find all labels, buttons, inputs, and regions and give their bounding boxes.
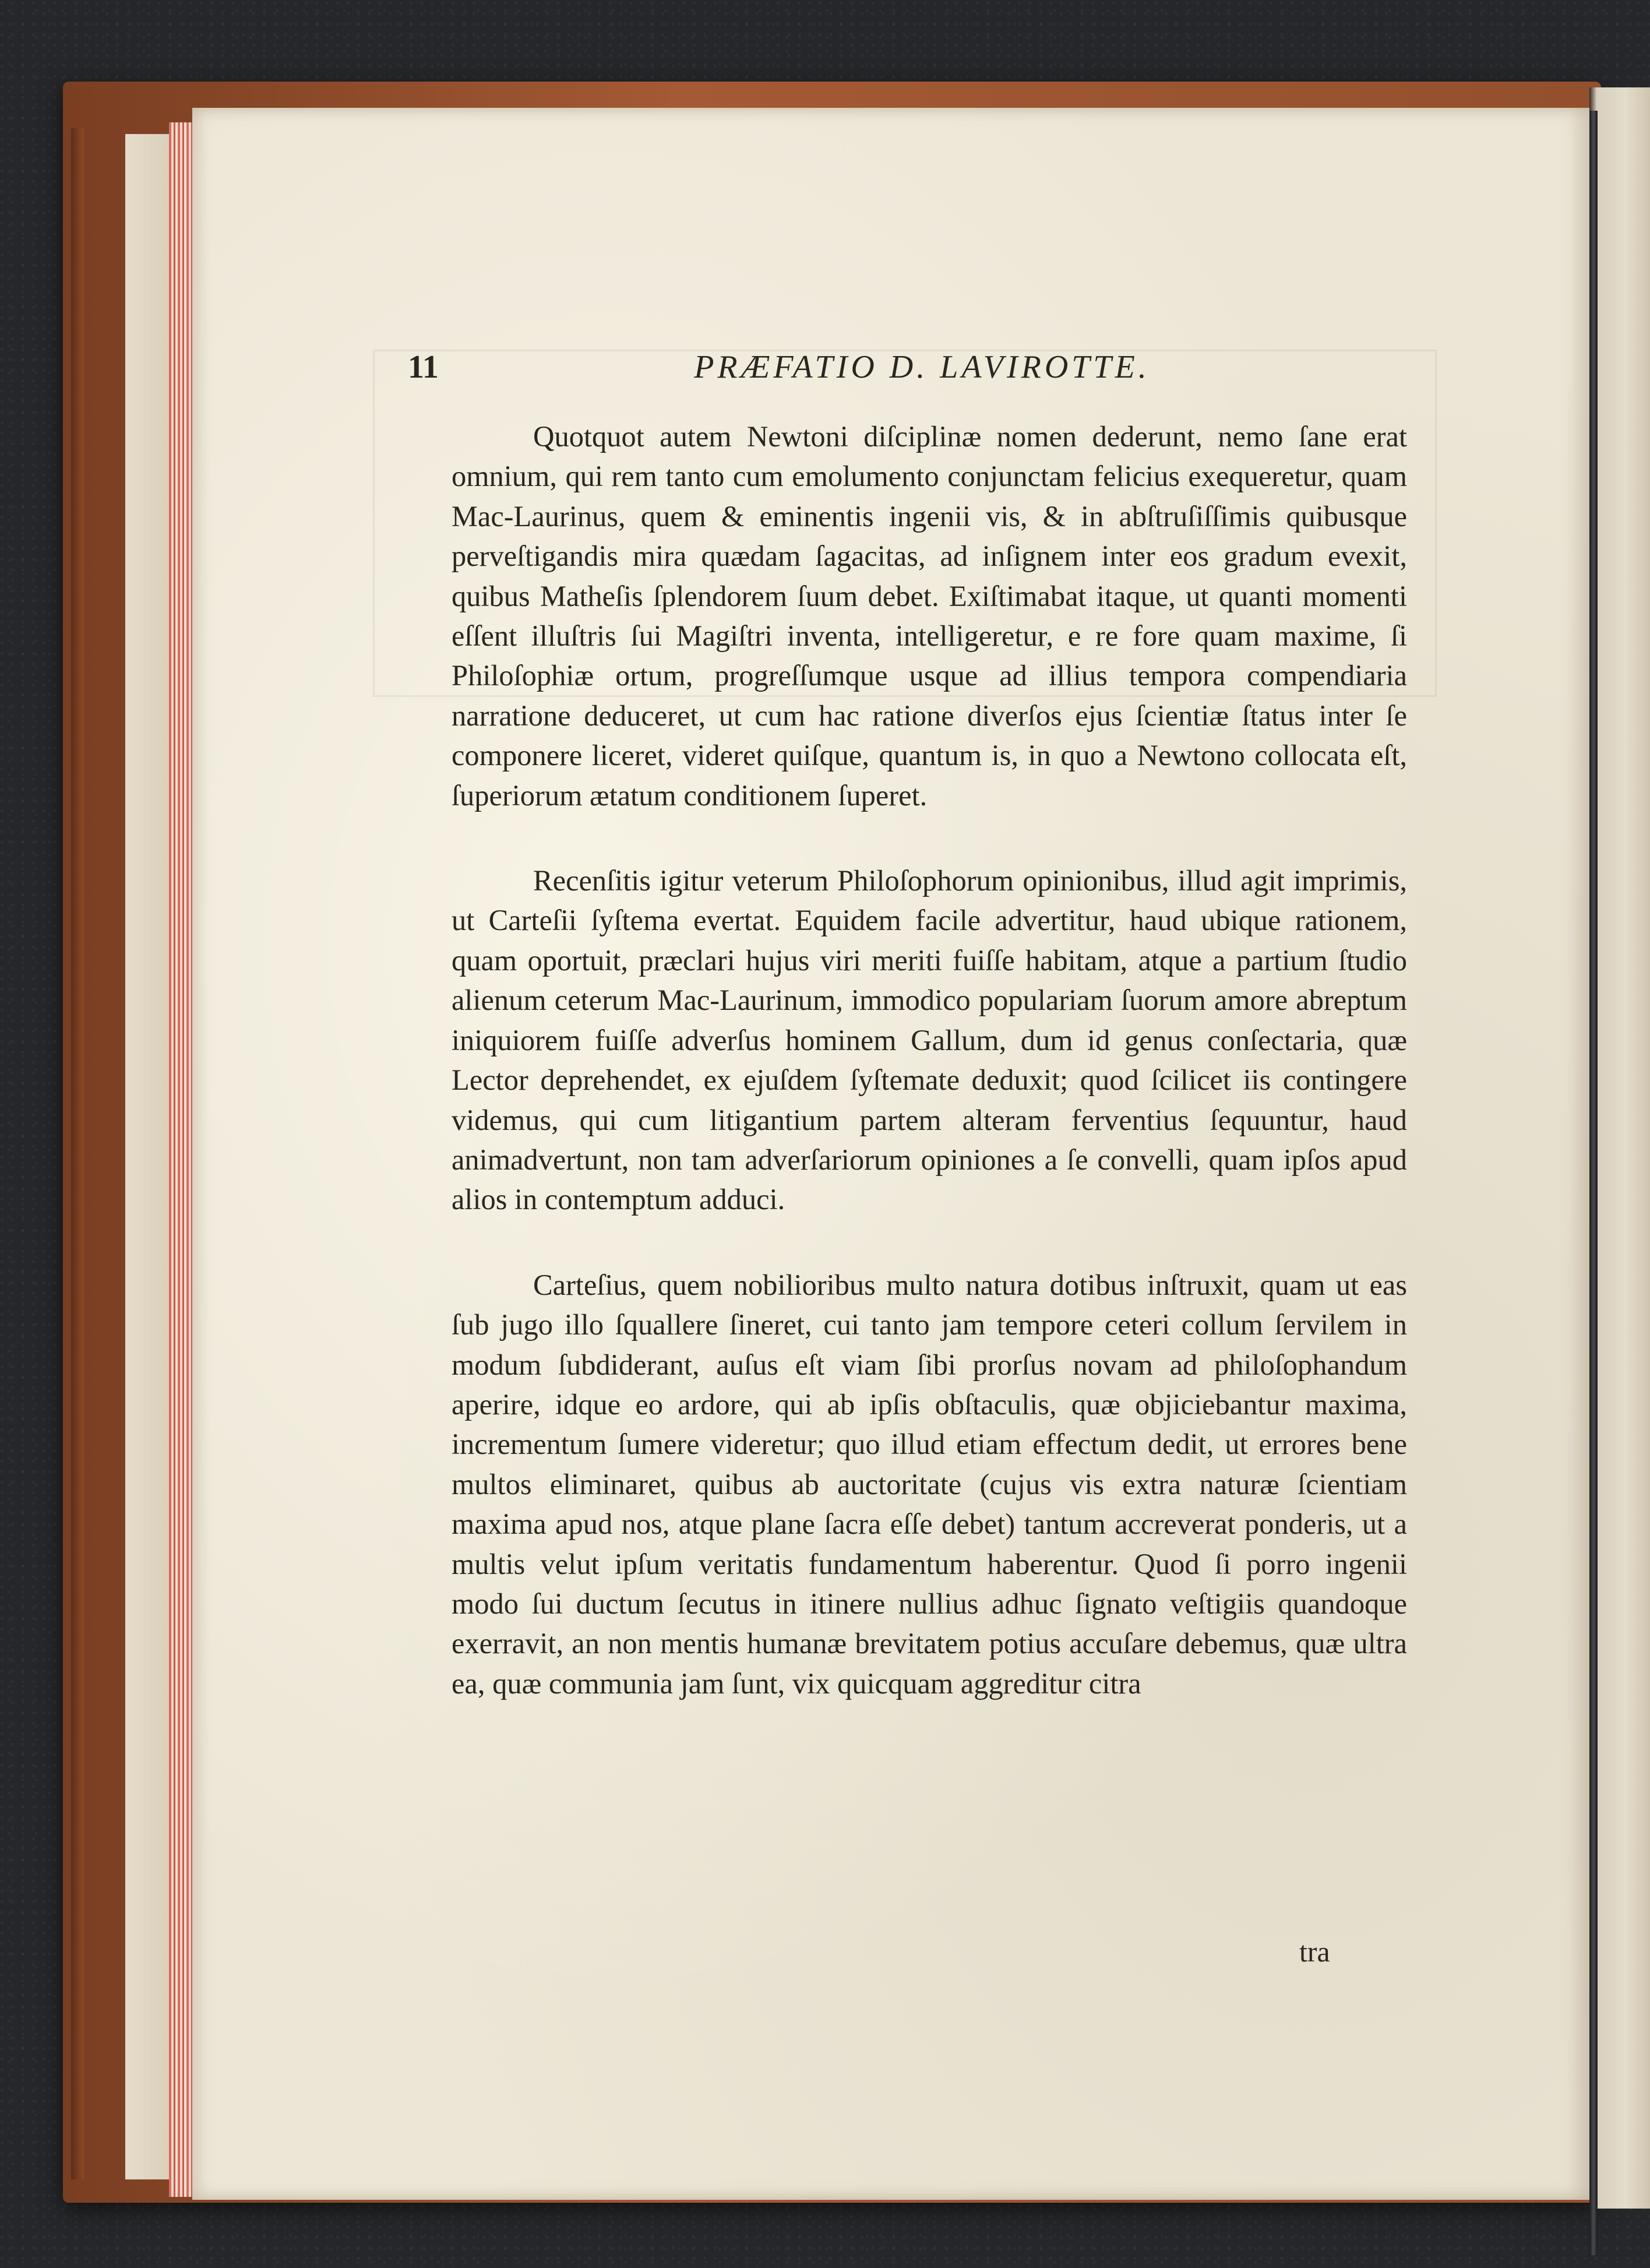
cover-edge bbox=[71, 128, 84, 2179]
body-text bbox=[452, 417, 1407, 1749]
catchword: tra bbox=[1299, 1935, 1330, 1968]
next-page-edge bbox=[1589, 87, 1650, 2209]
scanner-clip bbox=[1589, 111, 1598, 2255]
paragraph-3: Carteſius, quem nobilioribus multo natura dotibus inſtruxit, quam ut eas ſub jugo illo ſquallere ſineret, cui tanto jam tempore ceteri collum ſervilem in modum ſubdiderant, auſus eſt viam ſibi prorſus novam ad philoſophandum aperire, idque eo ardore, qui ab ipſis obſtaculis, quæ objiciebantur maxima, incrementum ſumere videretur; quo illud etiam effectum dedit, ut errores bene multos eliminaret, quibus ab auctoritate (cujus vis extra naturæ ſcientiam maxima apud nos, atque plane ſacra eſſe debet) tantum accreverat ponderis, ut a multis velut ipſum veritatis fundamentum haberentur. Quod ſi porro ingenii modo ſui ductum ſecutus in itinere nullius adhuc ſignato veſtigiis quandoque exerravit, an non mentis humanæ brevitatem potius accuſare debemus, quæ ultra ea, quæ communia jam ſunt, vix quicquam aggreditur citra bbox=[452, 1268, 1407, 1700]
page-header bbox=[408, 348, 1436, 389]
page-number: 11 bbox=[408, 349, 439, 385]
running-title: PRÆFATIO D. LAVIROTTE. bbox=[694, 349, 1150, 385]
red-page-edges bbox=[169, 122, 192, 2197]
paragraph-2: Recenſitis igitur veterum Philoſophorum opinionibus, illud agit imprimis, ut Carteſii ſyſtema evertat. Equidem facile advertitur, haud ubique rationem, quam oportuit, præclari hujus viri meriti fuiſſe habitam, atque a partium ſtudio alienum ceterum Mac-Laurinum, immodico populariam ſuorum amore abreptum iniquiorem fuiſſe adverſus hominem Gallum, dum id genus conſectaria, quæ Lector deprehendet, ex ejuſdem ſyſtemate deduxit; quod ſcilicet iis contingere videmus, qui cum litigantium partem alteram ferventius ſequuntur, haud animadvertunt, non tam adverſariorum opiniones a ſe convelli, quam ipſos apud alios in contemptum adduci. bbox=[452, 864, 1407, 1216]
paragraph-1: Quotquot autem Newtoni diſciplinæ nomen dederunt, nemo ſane erat omnium, qui rem tanto cum emolumento conjunctam felicius exequeretur, quam Mac-Laurinus, quem & eminentis ingenii vis, & in abſtruſiſſimis quibusque perveſtigandis mira quædam ſagacitas, ad inſignem inter eos gradum evexit, quibus Matheſis ſplendorem ſuum debet. Exiſtimabat itaque, ut quanti momenti eſſent illuſtris ſui Magiſtri inventa, intelligeretur, e re fore quam maxime, ſi Philoſophiæ ortum, progreſſumque usque ad illius tempora compendiaria narratione deduceret, ut cum hac ratione diverſos ejus ſcientiæ ſtatus inter ſe componere liceret, videret quiſque, quantum is, in quo a Newtono collocata eſt, ſuperiorum ætatum conditionem ſuperet. bbox=[452, 420, 1407, 812]
